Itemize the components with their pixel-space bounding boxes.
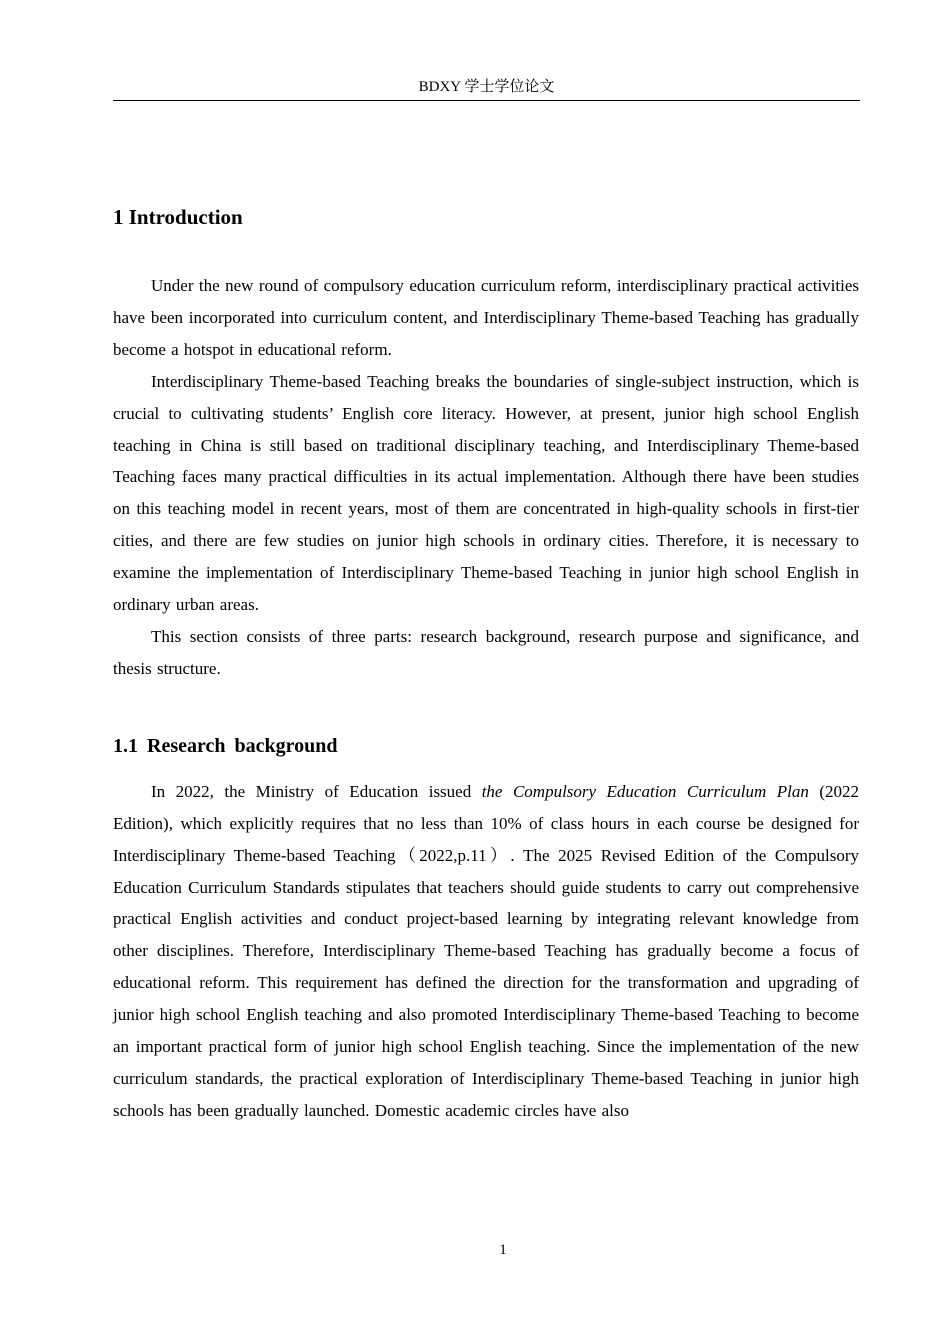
page-number: 1 xyxy=(499,1242,507,1258)
chapter-title: 1 Introduction xyxy=(113,205,243,229)
background-paragraph xyxy=(113,776,859,1127)
running-header: BDXY 学士学位论文 xyxy=(418,79,555,95)
document-title-italic: the Compulsory Education Curriculum Plan xyxy=(481,781,809,801)
intro-paragraph-1: Under the new round of compulsory education curriculum reform, interdisciplinary practical activities have been incorporated into curriculum content, and Interdisciplinary Theme-based Teaching has gradually become a hotspot in educational reform. xyxy=(113,276,859,359)
introduction-section xyxy=(113,270,859,685)
header-rule xyxy=(113,100,860,101)
background-lead-text: In 2022, the Ministry of Education issued xyxy=(151,781,482,801)
page-body xyxy=(113,200,859,1127)
background-body-text: (2022 Edition), which explicitly requires that no less than 10% of class hours in each course be designed for Interdisciplinary Theme-based Teaching（2022,p.11）. The 2025 Revised Edition of the Compulsory Education Curriculum Standards stipulates that teachers should guide students to carry out comprehensive practical English activities and conduct project-based learning by integrating relevant knowledge from other disciplines. Therefore, Interdisciplinary Theme-based Teaching has gradually become a focus of educational reform. This requirement has defined the direction for the transformation and upgrading of junior high school English teaching and also promoted Interdisciplinary Theme-based Teaching to become an important practical form of junior high school English teaching. Since the implementation of the new curriculum standards, the practical exploration of Interdisciplinary Theme-based Teaching in junior high schools has been gradually launched. Domestic academic circles have also xyxy=(113,781,859,1120)
intro-paragraph-2: Interdisciplinary Theme-based Teaching breaks the boundaries of single-subject instruction, which is crucial to cultivating students’ English core literacy. However, at present, junior high school English teaching in China is still based on traditional disciplinary teaching, and Interdisciplinary Theme-based Teaching faces many practical difficulties in its actual implementation. Although there have been studies on this teaching model in recent years, most of them are concentrated in high-quality schools in first-tier cities, and there are few studies on junior high schools in ordinary cities. Therefore, it is necessary to examine the implementation of Interdisciplinary Theme-based Teaching in junior high school English in ordinary urban areas. xyxy=(113,371,859,615)
section-title: 1.1 Research background xyxy=(113,734,338,757)
intro-paragraph-3: This section consists of three parts: research background, research purpose and significance, and thesis structure. xyxy=(113,626,859,678)
